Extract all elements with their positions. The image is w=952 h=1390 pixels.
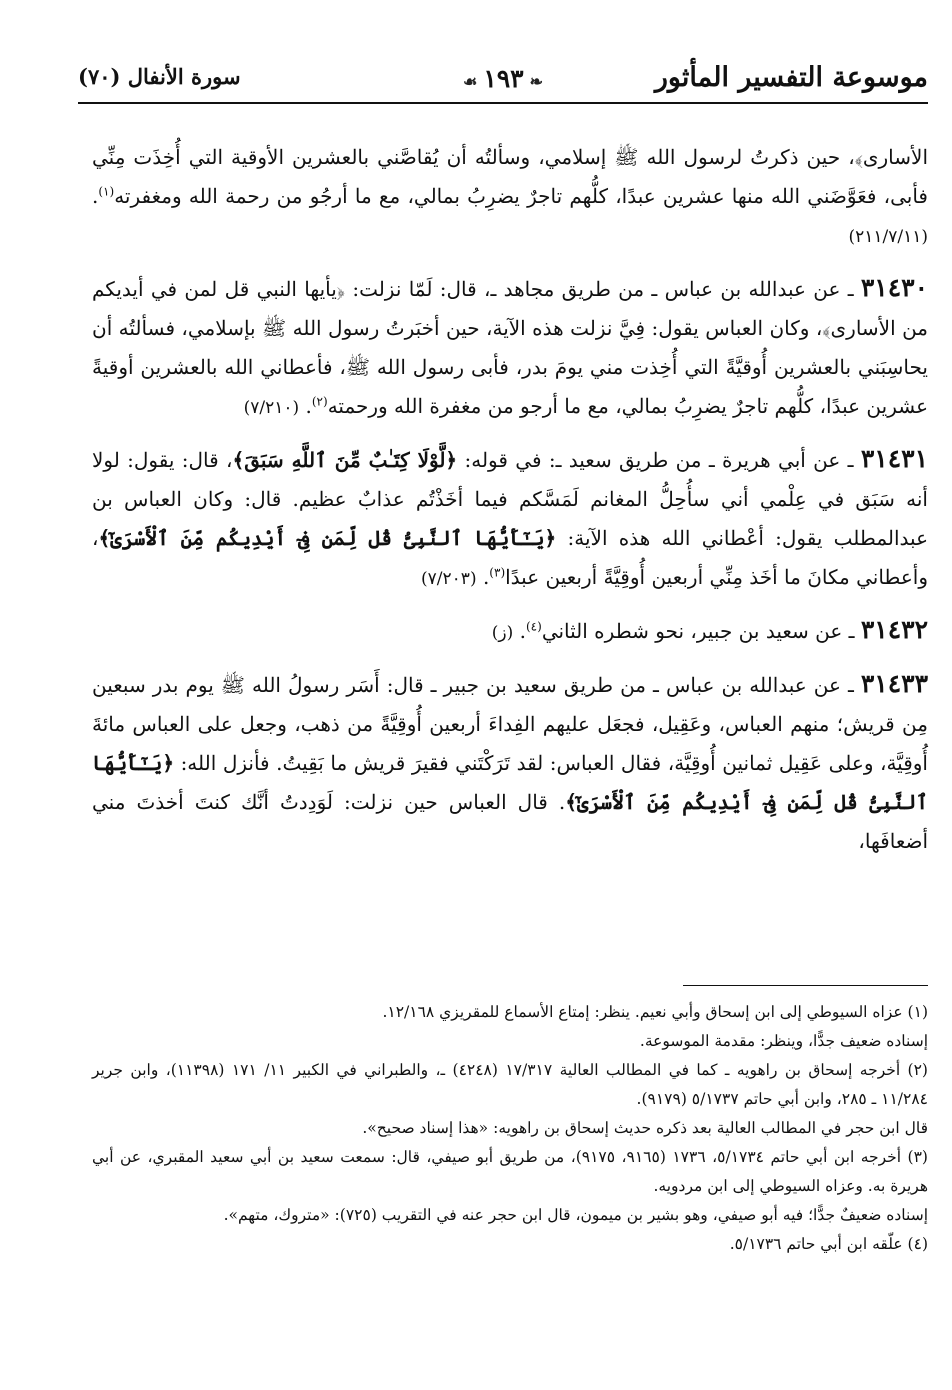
quran-verse: ﴿لَّوْلَا كِتَـٰبٌ مِّنَ ٱللَّهِ سَبَقَ﴾ xyxy=(232,448,458,472)
paragraph-text: ، قال: يقول: لولا أنه سَبَق في عِلْمي أني سأُحِلُّ المغانم لَمَسَّكم فيما أخَذْتُم عذابٌ عظيم. قال: وكان العباس بن عبدالمطلب يقول: أعْطاني الله هذه الآية: xyxy=(92,448,929,550)
source-reference: (ز) xyxy=(491,623,514,643)
paragraph-text: ـ عن أبي هريرة ـ من طريق سعيد ـ: في قوله: xyxy=(464,448,854,472)
quran-verse: ﴿يَـٰٓأَيُّهَا ٱلنَّبِىُّ قُل لِّمَن فِىٓ أَيْدِيكُم مِّنَ ٱلْأَسْرَىٰٓ﴾ xyxy=(92,751,928,814)
footnotes xyxy=(92,998,928,1259)
paragraph-text: . xyxy=(519,619,526,643)
paragraph-continuation xyxy=(92,138,928,257)
footnote-line: إسناده ضعيفٌ جدًّا؛ فيه أبو صيفي، وهو بشير بن ميمون، قال ابن حجر عنه في التقريب (٧٢٥): «متروك، متهم». xyxy=(223,1206,928,1224)
hadith-entry xyxy=(92,439,928,599)
entry-number: ٣١٤٣١ xyxy=(860,444,929,473)
footnote-line: قال ابن حجر في المطالب العالية بعد ذكره حديث إسحاق بن راهويه: «هذا إسناد صحيح». xyxy=(362,1119,928,1137)
footnote-line: (٤) علّقه ابن أبي حاتم ٥/١٧٣٦. xyxy=(729,1235,928,1253)
paragraph-text: . xyxy=(92,184,99,208)
entry-number: ٣١٤٣٣ xyxy=(860,669,929,698)
paragraph-text: ـ عن عبدالله بن عباس ـ من طريق سعيد بن جبير ـ قال: أَسَر رسولُ الله ﷺ يوم بدر سبعين مِن قريش؛ منهم العباس، وعَقِيل، فجعَل عليهم الفِداءَ أربعين أُوقِيَّةً من ذهب، وجعل على العباس مائةَ أُوقِيَّة، وعلى عَقِيل ثمانين أُوقِيَّة، فقال العباس: لقد تَرَكْتَني فقيرَ قريش ما بَقِيتُ. فأنزل الله: xyxy=(92,673,928,775)
book-title: موسوعة التفسير المأثور xyxy=(654,62,928,93)
surah-name: سورة الأنفال (٧٠) xyxy=(78,64,241,89)
footnote-marker: (٣) xyxy=(489,565,506,580)
paragraph-text: . قال العباس حين نزلت: لَوَدِدتُ أنَّك كنتَ أخذتَ مني أضعافَها، xyxy=(92,790,928,853)
hadith-entry xyxy=(92,664,928,861)
entry-number: ٣١٤٣٢ xyxy=(860,615,928,644)
source-reference: (٧/١١‏/٢١١) xyxy=(848,227,928,247)
source-reference: (٧/٢١٠) xyxy=(243,398,300,418)
paragraph-text: ـ عن سعيد بن جبير، نحو شطره الثاني xyxy=(541,619,855,643)
hadith-entry xyxy=(92,610,928,653)
running-header xyxy=(78,58,928,108)
footnote-marker: (٢) xyxy=(311,394,328,409)
ornament-icon: ❧ xyxy=(529,72,544,91)
paragraph-text: . xyxy=(482,565,490,589)
paragraph-text: ـ عن عبدالله بن عباس ـ من طريق مجاهد ـ، قال: لَمّا نزلت: ﴿يأيها النبي قل لمن في أيديكم من الأسارى﴾، وكان العباس يقول: فِيَّ نزلت هذه الآية، حين أخبَرتُ رسول الله ﷺ بإسلامي، فسألتُه أن يحاسِبَني بالعشرين أُوقيَّةً التي أُخِذت مني يومَ بدر، فأبى رسول الله ﷺ، فأعطاني الله بالعشرين أوقيةً عشرين عبدًا، كلُّهم تاجرٌ يضرِبُ بمالي، مع ما أرجو من مغفرة الله ورحمته xyxy=(92,277,928,418)
footnote-marker: (١) xyxy=(98,184,115,199)
footnote-line: إسناده ضعيف جدًّا، وينظر: مقدمة الموسوعة. xyxy=(639,1032,928,1050)
paragraph-text: . xyxy=(305,394,312,418)
footnote-marker: (٤) xyxy=(525,619,542,634)
main-text xyxy=(92,138,928,872)
footnote-line: (٢) أخرجه إسحاق بن راهويه ـ كما في المطالب العالية ١٧/٣١٧ (٤٢٤٨) ـ، والطبراني في الكبير ١١/ ١٧١ (١١٣٩٨)، وابن جرير ١١/٢٨٤ ـ ٢٨٥، وابن أبي حاتم ٥/١٧٣٧ (٩١٧٩). xyxy=(92,1061,928,1108)
paragraph-text: الأسارى﴾، حين ذكرتُ لرسول الله ﷺ إسلامي، وسألتُه أن يُقاصَّني بالعشرين الأوقية التي أُخِذَت مِنِّي فأبى، فعَوَّضَني الله منها عشرين عبدًا، كلُّهم تاجرٌ يضرِبُ بمالي، مع ما أرجُو من رحمة الله ومغفرته xyxy=(92,145,928,208)
footnote-line: (٣) أخرجه ابن أبي حاتم ٥/١٧٣٤، ١٧٣٦ (٩١٦٥، ٩١٧٥)، من طريق أبو صيفي، قال: سمعت سعيد بن أبي سعيد المقبري، عن أبي هريرة به. وعزاه السيوطي إلى ابن مردويه. xyxy=(92,1148,928,1195)
entry-number: ٣١٤٣٠ xyxy=(860,273,929,302)
hadith-entry xyxy=(92,268,928,428)
page-number: ١٩٣ xyxy=(483,64,524,93)
header-rule xyxy=(78,102,928,104)
footnote-line: (١) عزاه السيوطي إلى ابن إسحاق وأبي نعيم. ينظر: إمتاع الأسماع للمقريزي ١٢/١٦٨. xyxy=(382,1003,928,1021)
quran-verse: ﴿يَـٰٓأَيُّهَا ٱلنَّبِىُّ قُل لِّمَن فِىٓ أَيْدِيكُم مِّنَ ٱلْأَسْرَىٰٓ﴾ xyxy=(98,526,557,550)
footnote-separator xyxy=(683,985,928,986)
source-reference: (٧/٢٠٣) xyxy=(421,569,477,589)
paragraph-text: ، وأعطاني مكانَ ما أخَذ مِنِّي أربعين أُوقِيَّةً أربعين عبدًا xyxy=(92,526,928,589)
page-number-block xyxy=(457,64,549,93)
ornament-icon: ☙ xyxy=(462,72,478,91)
